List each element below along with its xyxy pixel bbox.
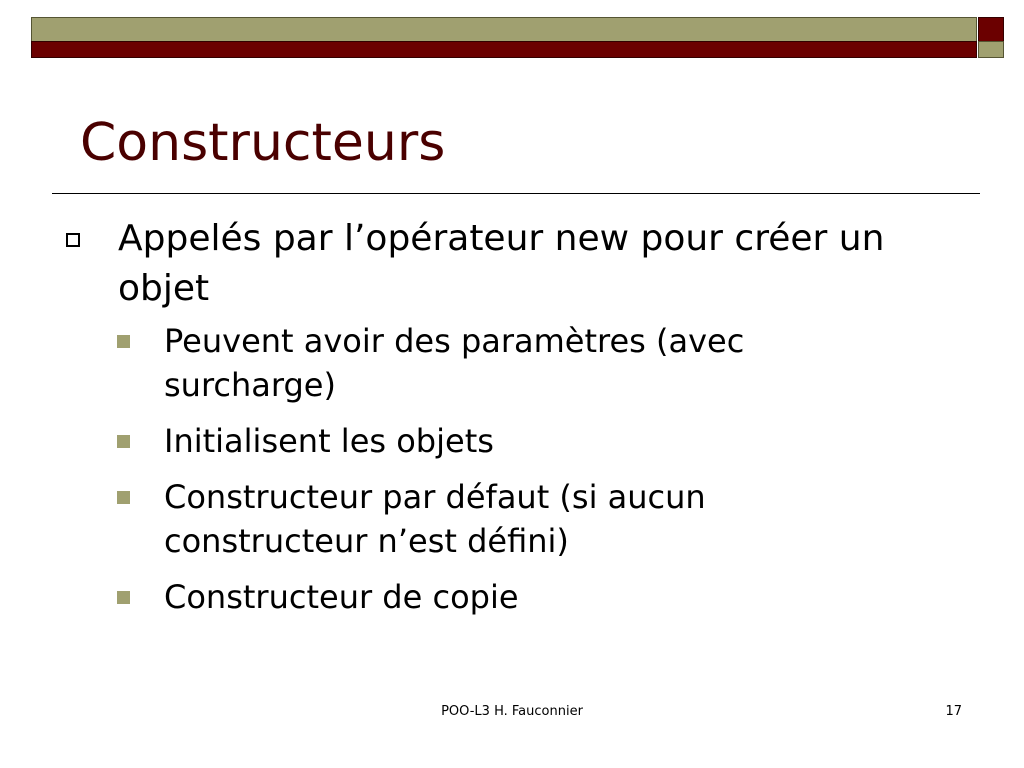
header-square-olive	[978, 41, 1004, 58]
bullet-level2-text: Peuvent avoir des paramètres (avec surcharge)	[164, 322, 745, 404]
header-bar-olive	[31, 17, 977, 42]
filled-square-bullet-icon	[117, 591, 130, 604]
bullet-level1	[0, 214, 968, 314]
header-square-maroon	[978, 17, 1004, 42]
slide-title: Constructeurs	[80, 113, 446, 173]
title-divider	[52, 193, 980, 194]
filled-square-bullet-icon	[117, 491, 130, 504]
hollow-square-bullet-icon	[66, 233, 80, 247]
page-number: 17	[945, 704, 962, 719]
bullet-level2-text: Constructeur de copie	[164, 578, 519, 616]
slide-body	[0, 214, 1024, 619]
bullet-level2-text: Constructeur par défaut (si aucun constructeur n’est défini)	[164, 478, 706, 560]
bullet-level2	[0, 419, 844, 463]
filled-square-bullet-icon	[117, 435, 130, 448]
footer-text: POO-L3 H. Fauconnier	[441, 704, 583, 719]
bullet-level2	[0, 475, 844, 563]
bullet-level1-text: Appelés par l’opérateur new pour créer un objet	[118, 218, 885, 309]
bullet-level2-text: Initialisent les objets	[164, 422, 494, 460]
filled-square-bullet-icon	[117, 335, 130, 348]
bullet-level2	[0, 319, 844, 407]
bullet-level2	[0, 575, 844, 619]
header-bar-maroon	[31, 41, 977, 58]
